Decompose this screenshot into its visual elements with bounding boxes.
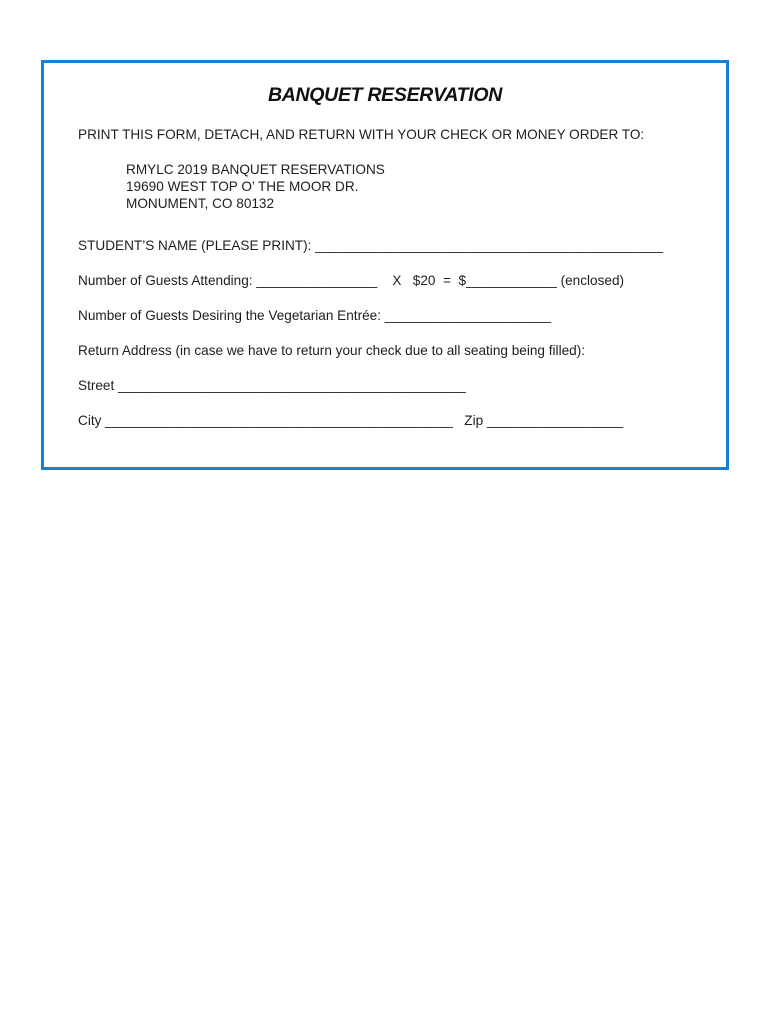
address-line-3: MONUMENT, CO 80132 xyxy=(126,196,275,211)
street-field[interactable]: Street ______________________________________________ xyxy=(78,378,466,393)
return-address-label: Return Address (in case we have to return your check due to all seating being filled): xyxy=(78,343,586,358)
address-line-2: 19690 WEST TOP O’ THE MOOR DR. xyxy=(126,179,359,194)
form-title: BANQUET RESERVATION xyxy=(267,84,503,106)
city-zip-field[interactable]: City ______________________________________________ Zip __________________ xyxy=(78,413,624,428)
reservation-form xyxy=(41,60,729,470)
guests-attending-field[interactable]: Number of Guests Attending: ________________ X $20 = $____________ (enclosed) xyxy=(78,273,625,288)
vegetarian-guests-field[interactable]: Number of Guests Desiring the Vegetarian Entrée: ______________________ xyxy=(78,308,552,323)
mailing-instruction: PRINT THIS FORM, DETACH, AND RETURN WITH YOUR CHECK OR MONEY ORDER TO: xyxy=(78,127,645,142)
student-name-field[interactable]: STUDENT’S NAME (PLEASE PRINT): ______________________________________________ xyxy=(78,238,663,253)
address-line-1: RMYLC 2019 BANQUET RESERVATIONS xyxy=(126,162,385,177)
